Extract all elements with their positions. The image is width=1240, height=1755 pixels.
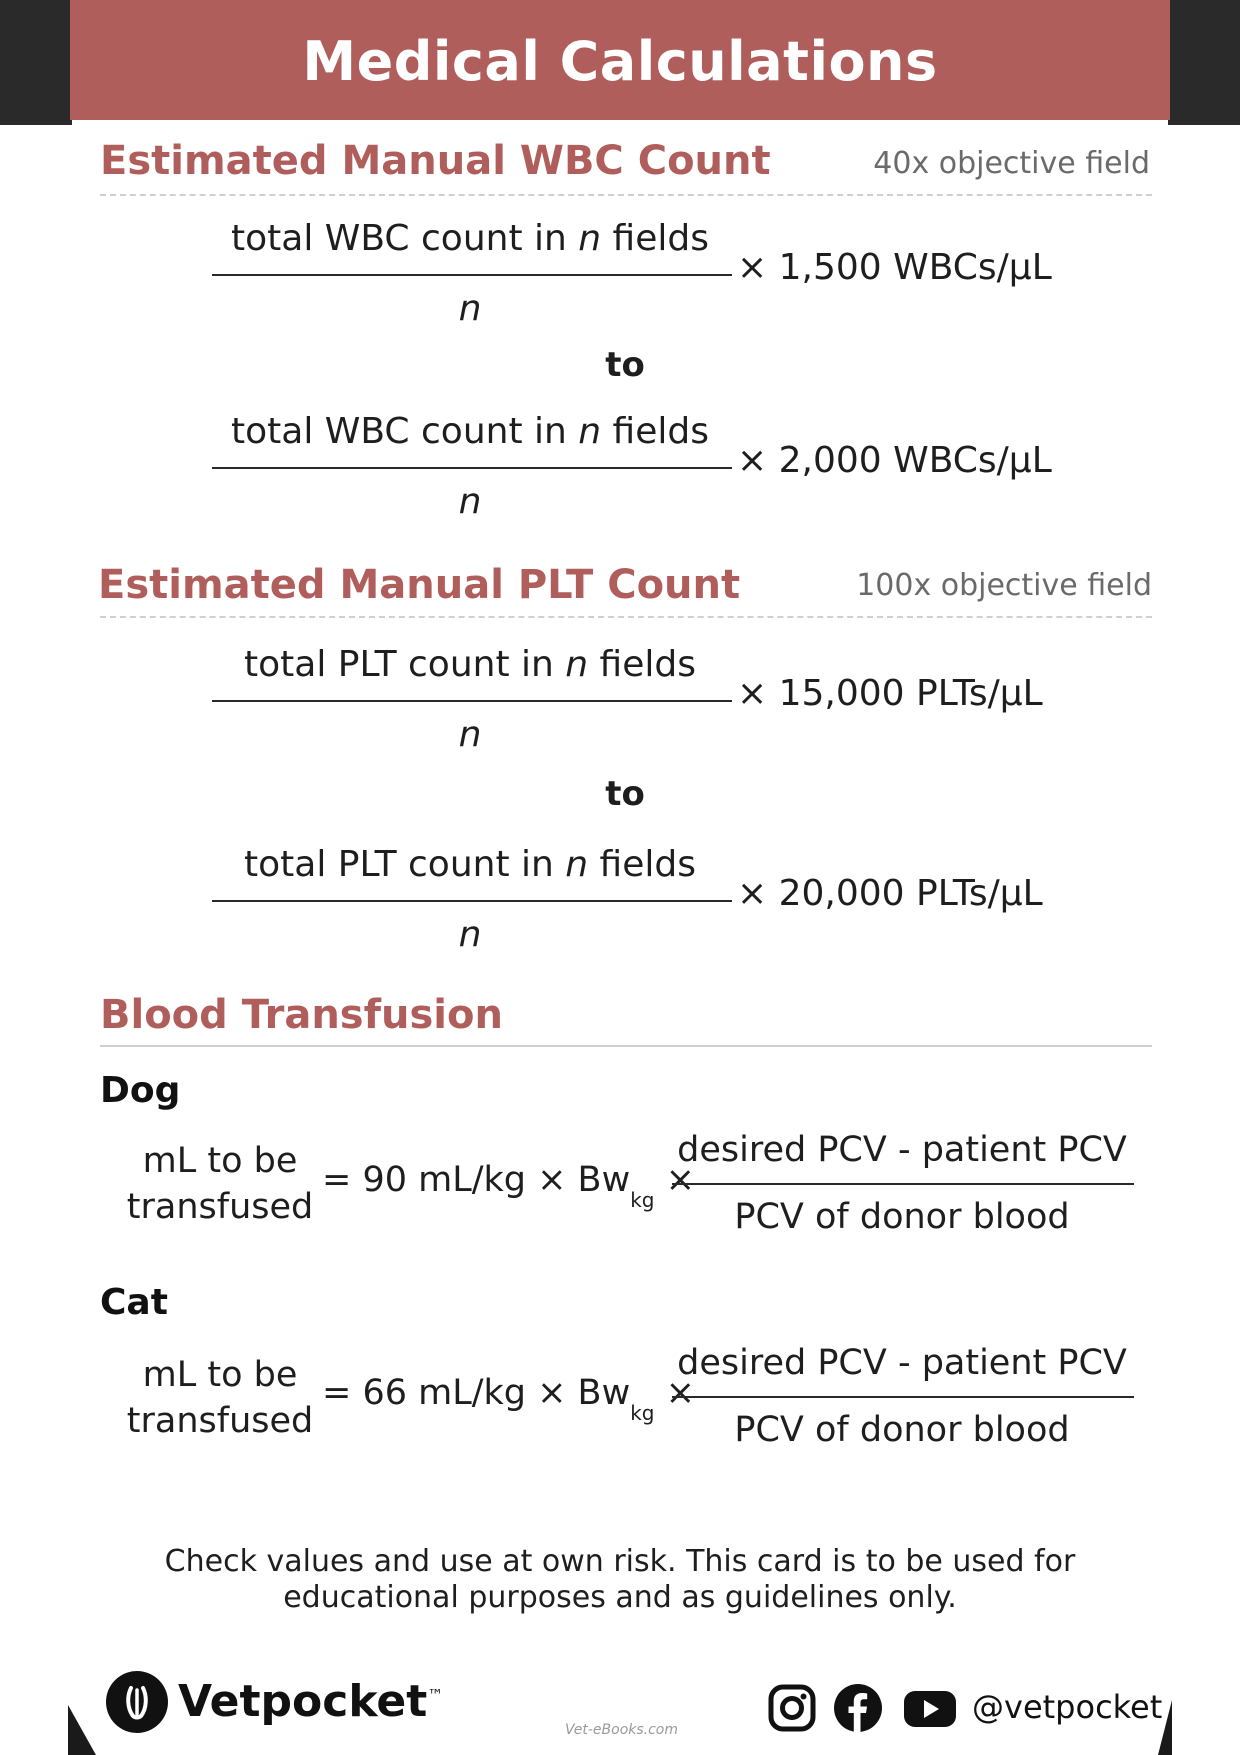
cat-label: Cat — [100, 1282, 168, 1323]
cat-lhs-line2: transfused — [126, 1401, 314, 1441]
social-handle[interactable]: @vetpocket — [972, 1688, 1163, 1726]
dog-lhs-line2: transfused — [126, 1187, 314, 1227]
wbc-formula1-numerator: total WBC count in n fields — [231, 218, 709, 259]
transfusion-divider — [100, 1045, 1152, 1047]
cat-rhs-subscript: kg — [630, 1401, 655, 1425]
disclaimer-line1: Check values and use at own risk. This card is to be used for — [164, 1544, 1076, 1579]
photo-edge-bottom-left — [68, 1705, 96, 1755]
wbc-formula1-denominator: n — [458, 288, 482, 329]
plt-divider — [100, 616, 1152, 618]
transfusion-section-title: Blood Transfusion — [100, 992, 503, 1038]
cat-rhs-times: × — [665, 1373, 695, 1413]
watermark: Vet-eBooks.com — [565, 1722, 679, 1738]
cat-rhs-expression — [322, 1373, 695, 1425]
brand-text: Vetpocket — [178, 1676, 428, 1727]
dog-fraction-numerator: desired PCV - patient PCV — [677, 1130, 1127, 1170]
cat-lhs — [120, 1352, 320, 1444]
plt-formula1-fraction-line — [212, 700, 732, 702]
dog-fraction-line — [672, 1183, 1134, 1185]
plt-formula1-numerator: total PLT count in n fields — [244, 644, 696, 685]
wbc-formula2-multiplier: × 2,000 WBCs/μL — [737, 440, 1052, 481]
cat-rhs-prefix: = 66 mL/kg × Bw — [322, 1373, 631, 1413]
dog-fraction-denominator: PCV of donor blood — [734, 1197, 1070, 1237]
cat-fraction-denominator: PCV of donor blood — [734, 1410, 1070, 1450]
wbc-divider — [100, 194, 1152, 196]
plt-to-label: to — [605, 774, 645, 814]
wbc-formula1-fraction-line — [212, 274, 732, 276]
wbc-objective-note: 40x objective field — [873, 146, 1150, 181]
wbc-formula2-numerator: total WBC count in n fields — [231, 411, 709, 452]
dog-rhs-prefix: = 90 mL/kg × Bw — [322, 1160, 631, 1200]
dog-rhs-subscript: kg — [630, 1188, 655, 1212]
plt-objective-note: 100x objective field — [856, 568, 1152, 603]
cat-lhs-line1: mL to be — [142, 1355, 298, 1395]
wbc-formula2-denominator: n — [458, 481, 482, 522]
wbc-section-title: Estimated Manual WBC Count — [100, 138, 771, 184]
photo-edge-top-left — [0, 0, 72, 125]
dog-lhs — [120, 1138, 320, 1230]
disclaimer-line2: educational purposes and as guidelines only. — [283, 1580, 957, 1615]
youtube-icon[interactable] — [902, 1683, 958, 1733]
disclaimer — [120, 1544, 1120, 1616]
trademark-symbol: ™ — [427, 1685, 444, 1705]
wbc-to-label: to — [605, 345, 645, 385]
dog-rhs-times: × — [665, 1160, 695, 1200]
brand-name — [178, 1676, 443, 1727]
dog-rhs-expression — [322, 1160, 695, 1212]
photo-edge-top-right — [1168, 0, 1240, 125]
facebook-icon[interactable] — [833, 1683, 883, 1733]
plt-formula2-numerator: total PLT count in n fields — [244, 844, 696, 885]
plt-formula1-multiplier: × 15,000 PLTs/μL — [737, 673, 1043, 714]
plt-section-title: Estimated Manual PLT Count — [98, 562, 741, 608]
wbc-formula2-fraction-line — [212, 467, 732, 469]
plt-formula2-multiplier: × 20,000 PLTs/μL — [737, 873, 1043, 914]
instagram-icon[interactable] — [767, 1683, 817, 1733]
vetpocket-logo-icon — [106, 1671, 168, 1733]
page-title: Medical Calculations — [302, 30, 938, 93]
plt-formula1-denominator: n — [458, 714, 482, 755]
cat-fraction-numerator: desired PCV - patient PCV — [677, 1343, 1127, 1383]
dog-lhs-line1: mL to be — [142, 1141, 298, 1181]
dog-label: Dog — [100, 1070, 181, 1111]
cat-fraction-line — [672, 1396, 1134, 1398]
vet-pocket-mark-icon — [117, 1682, 157, 1722]
plt-formula2-denominator: n — [458, 914, 482, 955]
wbc-formula1-multiplier: × 1,500 WBCs/μL — [737, 247, 1052, 288]
plt-formula2-fraction-line — [212, 900, 732, 902]
